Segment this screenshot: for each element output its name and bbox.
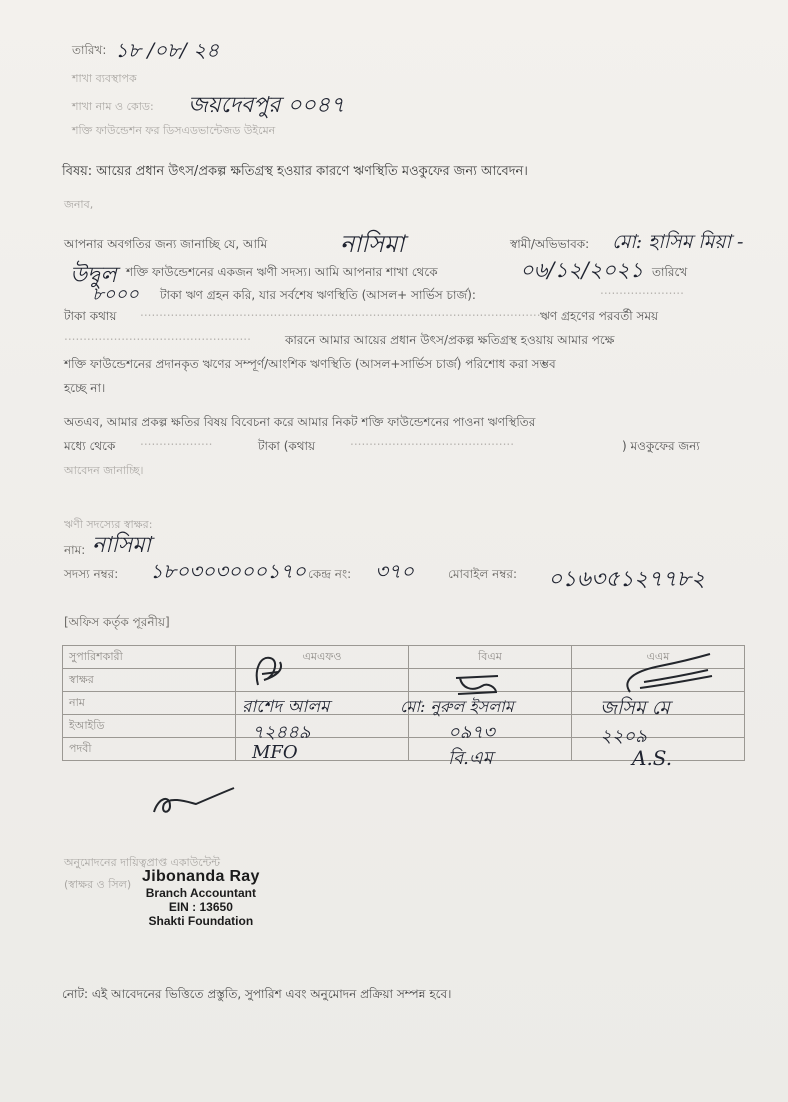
spouse-label: স্বামী/অভিভাবক: <box>510 237 590 251</box>
bm-ein-hand: ০৯৭৩ <box>448 722 495 743</box>
member-no-hand: ১৮০৩০৩০০০১৭০ <box>150 559 306 583</box>
am-signature-scribble <box>600 648 720 698</box>
accountant-stamp <box>142 868 260 928</box>
para2-line2a: মধ্যে থেকে <box>64 439 116 453</box>
center-label: কেন্দ্র নং: <box>308 567 352 581</box>
applicant-sign-label: ঋণী সদস্যের স্বাক্ষর: <box>64 518 153 531</box>
center-no-hand: ৩৭০ <box>375 559 415 583</box>
in-words-label: টাকা কথায় <box>64 309 117 323</box>
para2-line2b: টাকা (কথায় <box>258 439 316 453</box>
stamp-name: Jibonanda Ray <box>142 868 260 885</box>
date-suffix: তারিখে <box>652 265 688 279</box>
row-label-ein: ইআইডি <box>63 715 236 738</box>
borrower-name-hand: নাসিমা <box>340 230 405 258</box>
dotted-fill-2: ........................................................................................................... <box>140 305 549 319</box>
stamp-org: Shakti Foundation <box>148 914 254 928</box>
branch-manager-label: শাখা ব্যবস্থাপক <box>72 72 137 85</box>
office-section-title: [অফিস কর্তৃক পূরনীয়] <box>64 615 170 629</box>
loan-type-hand: উদ্বুল <box>70 263 117 288</box>
member-no-label: সদস্য নম্বর: <box>64 567 119 581</box>
para1-line1: আপনার অবগতির জন্য জানাচ্ছি যে, আমি <box>64 237 268 251</box>
row-label-designation: পদবী <box>63 738 236 761</box>
am-name-hand: জসিম মে <box>600 697 670 719</box>
col-header-am: এএম <box>572 646 745 669</box>
mfo-name-hand: রাশেদ আলম <box>242 697 330 717</box>
para2-line2c: ) মওকুফের জন্য <box>622 439 700 453</box>
row-label-name: নাম <box>63 692 236 715</box>
dotted-fill-1: ...................... <box>600 283 684 297</box>
loan-amount-hand: ৮০০০ <box>92 284 139 305</box>
mfo-signature-scribble <box>250 650 290 692</box>
mfo-designation-hand: MFO <box>252 742 298 763</box>
row-label-signature: স্বাক্ষর <box>63 669 236 692</box>
salutation: জনাব, <box>64 198 94 211</box>
col-header-recommender: সুপারিশকারী <box>63 646 236 669</box>
applicant-name-label: নাম: <box>64 543 86 557</box>
after-loan-text: ঋণ গ্রহণের পরবর্তী সময় <box>540 309 659 323</box>
para1-line3: টাকা ঋণ গ্রহন করি, যার সর্বশেষ ঋণস্থিতি (আসল+ সার্ভিস চার্জ): <box>160 288 476 302</box>
col-header-bm: বিএম <box>409 646 572 669</box>
accountant-signature-scribble <box>148 784 238 820</box>
mobile-label: মোবাইল নম্বর: <box>448 567 518 581</box>
date-value: ১৮ /০৮/ ২৪ <box>115 38 220 62</box>
am-ein-hand: ২২০৯ <box>600 726 647 747</box>
dotted-fill-4: ................... <box>140 434 213 448</box>
col-header-mfo: এমএফও <box>236 646 409 669</box>
dotted-fill-5: ........................................... <box>350 434 515 448</box>
organization-line: শক্তি ফাউন্ডেশন ফর ডিসএডভান্টেজড উইমেন <box>72 124 276 137</box>
accountant-label: অনুমোদনের দায়িত্বপ্রাপ্ত একাউন্টেন্ট <box>64 856 221 869</box>
para1-line5: কারনে আমার আয়ের প্রধান উৎস/প্রকল্প ক্ষতিগ্রস্থ হওয়ায় আমার পক্ষে <box>285 333 615 347</box>
dotted-fill-3: ................................................. <box>64 329 251 343</box>
am-designation-hand: A.S. <box>632 746 673 770</box>
para2-line1: অতএব, আমার প্রকল্প ক্ষতির বিষয় বিবেচনা করে আমার নিকট শক্তি ফাউন্ডেশনের পাওনা ঋণস্থিতির <box>64 415 536 429</box>
branch-code-value: জয়দেবপুর ০০৪৭ <box>188 93 345 118</box>
mobile-no-hand: ০১৬৩৫১২৭৭৮২ <box>548 567 706 592</box>
bm-name-hand: মো: নুরুল ইসলাম <box>400 697 514 716</box>
spouse-value-hand: মো: হাসিম মিয়া - <box>612 231 744 253</box>
branch-code-label: শাখা নাম ও কোড: <box>72 100 154 113</box>
bm-designation-hand: বি.এম <box>448 748 493 769</box>
para1-line2: শক্তি ফাউন্ডেশনের একজন ঋণী সদস্য। আমি আপনার শাখা থেকে <box>126 265 438 279</box>
para2-line3: আবেদন জানাচ্ছি। <box>64 464 144 477</box>
date-label: তারিখ: <box>72 43 107 57</box>
stamp-ein: EIN : 13650 <box>168 900 233 914</box>
accountant-sign-label: (স্বাক্ষর ও সিল) <box>64 878 132 891</box>
stamp-title: Branch Accountant <box>145 886 256 900</box>
applicant-name-hand: নাসিমা <box>92 533 151 558</box>
para1-line7: হচ্ছে না। <box>64 381 106 395</box>
footer-note: নোট: এই আবেদনের ভিত্তিতে প্রস্তুতি, সুপারিশ এবং অনুমোদন প্রক্রিয়া সম্পন্ন হবে। <box>62 987 452 1001</box>
para1-line6: শক্তি ফাউন্ডেশনের প্রদানকৃত ঋণের সম্পূর্ণ/আংশিক ঋণস্থিতি (আসল+সার্ভিস চার্জ) পরিশোধ করা সম্ভব <box>64 357 556 371</box>
mfo-ein-hand: ৭২৪৪৯ <box>252 722 311 743</box>
loan-date-hand: ০৬/১২/২০২১ <box>520 258 644 282</box>
subject-line: বিষয়: আয়ের প্রধান উৎস/প্রকল্প ক্ষতিগ্রস্থ হওয়ার কারণে ঋণস্থিতি মওকুফের জন্য আবেদন। <box>62 164 528 179</box>
